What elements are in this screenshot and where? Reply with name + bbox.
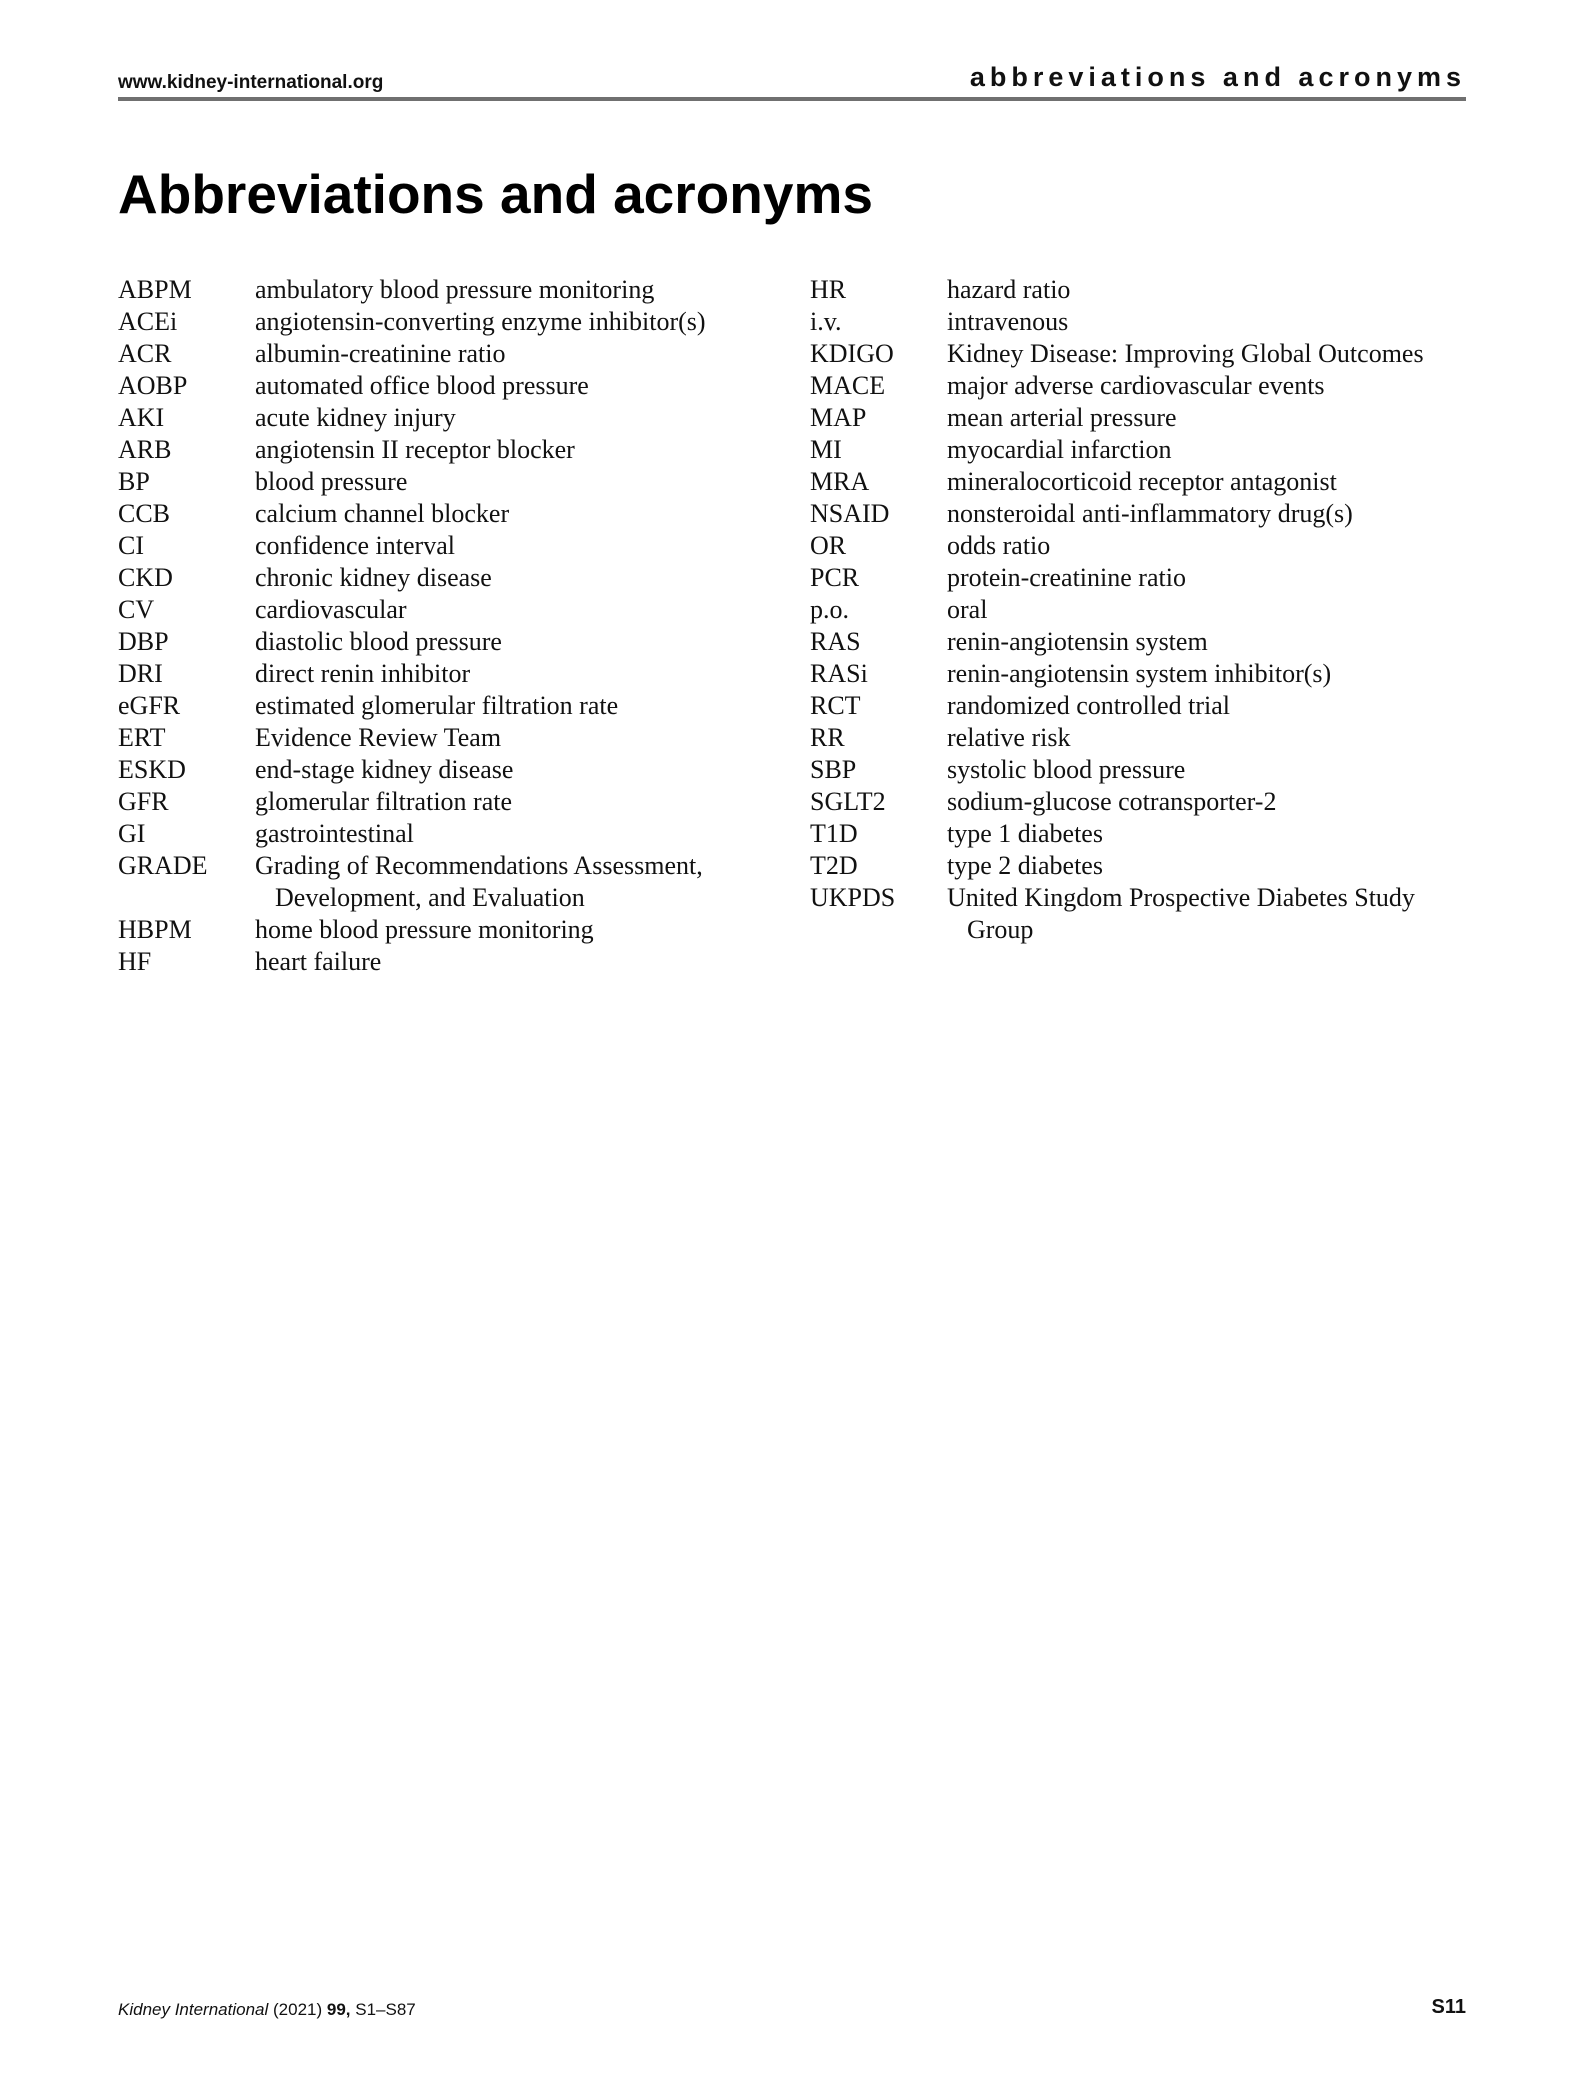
- page-title: Abbreviations and acronyms: [118, 163, 873, 225]
- abbreviation-definition: myocardial infarction: [947, 435, 1172, 464]
- abbreviation-entry: [118, 370, 738, 402]
- abbreviation-term: AKI: [118, 403, 165, 432]
- abbreviation-definition: ambulatory blood pressure monitoring: [255, 275, 655, 304]
- abbreviation-definition: automated office blood pressure: [255, 371, 589, 400]
- abbreviation-definition: systolic blood pressure: [947, 755, 1186, 784]
- abbreviation-entry: [810, 562, 1466, 594]
- abbreviation-definition: blood pressure: [255, 467, 408, 496]
- abbreviation-term: PCR: [810, 563, 860, 592]
- abbreviation-entry: [118, 274, 738, 306]
- journal-url[interactable]: www.kidney-international.org: [118, 72, 384, 93]
- abbreviation-term: ERT: [118, 723, 166, 752]
- abbreviation-definition: relative risk: [947, 723, 1071, 752]
- abbreviation-term: MI: [810, 435, 842, 464]
- abbreviation-list-left: [118, 274, 738, 978]
- abbreviation-term: MAP: [810, 403, 867, 432]
- abbreviation-term: CV: [118, 595, 155, 624]
- abbreviation-entry: [118, 434, 738, 466]
- abbreviation-entry: [118, 402, 738, 434]
- abbreviation-definition: odds ratio: [947, 531, 1051, 560]
- journal-name: Kidney International: [118, 2000, 269, 2019]
- abbreviation-term: KDIGO: [810, 339, 894, 368]
- abbreviation-entry: [118, 306, 738, 338]
- abbreviation-term: HF: [118, 947, 152, 976]
- abbreviation-definition: chronic kidney disease: [255, 563, 492, 592]
- abbreviation-entry: [810, 594, 1466, 626]
- abbreviation-entry: [118, 946, 738, 978]
- abbreviation-definition: type 2 diabetes: [947, 851, 1103, 880]
- abbreviation-entry: [810, 882, 1466, 946]
- abbreviation-definition: glomerular filtration rate: [255, 787, 513, 816]
- abbreviation-definition: angiotensin II receptor blocker: [255, 435, 575, 464]
- abbreviation-term: ABPM: [118, 275, 192, 304]
- abbreviation-entry: [118, 658, 738, 690]
- abbreviation-definition: sodium-glucose cotransporter-2: [947, 787, 1277, 816]
- abbreviation-term: GRADE: [118, 851, 208, 880]
- section-running-title: abbreviations and acronyms: [969, 62, 1466, 92]
- abbreviation-entry: [810, 658, 1466, 690]
- abbreviation-term: eGFR: [118, 691, 181, 720]
- citation: [118, 2000, 416, 2020]
- abbreviation-term: RAS: [810, 627, 861, 656]
- abbreviation-entry: [118, 914, 738, 946]
- abbreviation-entry: [810, 626, 1466, 658]
- abbreviation-entry: [118, 338, 738, 370]
- abbreviation-entry: [118, 498, 738, 530]
- abbreviation-term: i.v.: [810, 307, 842, 336]
- abbreviation-definition: Grading of Recommendations Assessment, Development, and Evaluation: [255, 851, 703, 912]
- abbreviation-definition: heart failure: [255, 947, 382, 976]
- abbreviation-term: MRA: [810, 467, 870, 496]
- abbreviation-term: RASi: [810, 659, 868, 688]
- abbreviation-definition: nonsteroidal anti-inflammatory drug(s): [947, 499, 1353, 528]
- abbreviation-term: ACEi: [118, 307, 178, 336]
- abbreviation-definition: end-stage kidney disease: [255, 755, 514, 784]
- abbreviation-term: HR: [810, 275, 847, 304]
- abbreviation-definition: acute kidney injury: [255, 403, 456, 432]
- abbreviation-entry: [810, 434, 1466, 466]
- abbreviation-term: HBPM: [118, 915, 192, 944]
- abbreviation-entry: [118, 466, 738, 498]
- abbreviation-entry: [810, 370, 1466, 402]
- abbreviation-term: GFR: [118, 787, 169, 816]
- abbreviation-term: GI: [118, 819, 146, 848]
- abbreviation-definition: albumin-creatinine ratio: [255, 339, 506, 368]
- abbreviation-entry: [118, 562, 738, 594]
- abbreviation-entry: [810, 690, 1466, 722]
- abbreviation-term: MACE: [810, 371, 886, 400]
- abbreviation-term: ESKD: [118, 755, 186, 784]
- abbreviation-term: UKPDS: [810, 883, 896, 912]
- abbreviation-definition: United Kingdom Prospective Diabetes Study Group: [947, 883, 1415, 944]
- abbreviation-term: ARB: [118, 435, 172, 464]
- abbreviation-definition: diastolic blood pressure: [255, 627, 502, 656]
- page-footer: [118, 1996, 1466, 2026]
- abbreviation-entry: [118, 786, 738, 818]
- abbreviation-term: OR: [810, 531, 847, 560]
- page-number: S11: [1431, 1996, 1466, 2018]
- abbreviation-entry: [810, 850, 1466, 882]
- abbreviation-entry: [118, 850, 738, 914]
- abbreviation-definition: confidence interval: [255, 531, 455, 560]
- abbreviation-term: p.o.: [810, 595, 849, 624]
- abbreviation-definition: angiotensin-converting enzyme inhibitor(s): [255, 307, 706, 336]
- abbreviation-definition: gastrointestinal: [255, 819, 414, 848]
- abbreviation-entry: [118, 594, 738, 626]
- abbreviation-term: T2D: [810, 851, 858, 880]
- abbreviation-entry: [118, 626, 738, 658]
- abbreviation-term: T1D: [810, 819, 858, 848]
- abbreviation-term: CCB: [118, 499, 171, 528]
- abbreviation-definition: Kidney Disease: Improving Global Outcomes: [947, 339, 1424, 368]
- abbreviation-term: DBP: [118, 627, 169, 656]
- abbreviation-entry: [810, 402, 1466, 434]
- abbreviation-entry: [810, 786, 1466, 818]
- abbreviation-term: CKD: [118, 563, 173, 592]
- abbreviation-definition: mean arterial pressure: [947, 403, 1177, 432]
- abbreviation-entry: [118, 722, 738, 754]
- abbreviation-definition: renin-angiotensin system: [947, 627, 1208, 656]
- abbreviation-entry: [810, 338, 1466, 370]
- abbreviation-term: BP: [118, 467, 150, 496]
- abbreviation-entry: [118, 754, 738, 786]
- abbreviation-definition: randomized controlled trial: [947, 691, 1231, 720]
- abbreviation-entry: [118, 530, 738, 562]
- abbreviation-entry: [810, 754, 1466, 786]
- abbreviation-entry: [810, 306, 1466, 338]
- abbreviation-term: ACR: [118, 339, 172, 368]
- abbreviation-definition: Evidence Review Team: [255, 723, 502, 752]
- abbreviation-definition: oral: [947, 595, 988, 624]
- abbreviation-entry: [810, 498, 1466, 530]
- citation-year: (2021): [273, 2000, 323, 2019]
- abbreviation-definition: calcium channel blocker: [255, 499, 510, 528]
- abbreviation-definition: mineralocorticoid receptor antagonist: [947, 467, 1337, 496]
- abbreviation-entry: [810, 722, 1466, 754]
- header-divider: [118, 97, 1466, 101]
- abbreviation-entry: [810, 818, 1466, 850]
- abbreviation-definition: renin-angiotensin system inhibitor(s): [947, 659, 1332, 688]
- abbreviation-term: NSAID: [810, 499, 890, 528]
- abbreviation-term: SBP: [810, 755, 857, 784]
- abbreviation-definition: direct renin inhibitor: [255, 659, 471, 688]
- abbreviation-definition: hazard ratio: [947, 275, 1071, 304]
- abbreviation-term: DRI: [118, 659, 163, 688]
- abbreviation-list-right: [810, 274, 1466, 946]
- citation-volume: 99,: [326, 2000, 351, 2019]
- abbreviation-term: RR: [810, 723, 845, 752]
- abbreviation-definition: type 1 diabetes: [947, 819, 1103, 848]
- abbreviation-term: AOBP: [118, 371, 188, 400]
- abbreviation-entry: [118, 690, 738, 722]
- abbreviation-term: CI: [118, 531, 144, 560]
- abbreviation-definition: intravenous: [947, 307, 1069, 336]
- abbreviation-term: SGLT2: [810, 787, 886, 816]
- abbreviation-entry: [118, 818, 738, 850]
- citation-pages: S1–S87: [355, 2000, 416, 2019]
- abbreviation-definition: home blood pressure monitoring: [255, 915, 594, 944]
- abbreviation-definition: estimated glomerular filtration rate: [255, 691, 619, 720]
- abbreviation-entry: [810, 274, 1466, 306]
- abbreviation-definition: cardiovascular: [255, 595, 407, 624]
- abbreviation-definition: protein-creatinine ratio: [947, 563, 1186, 592]
- abbreviation-entry: [810, 466, 1466, 498]
- abbreviation-term: RCT: [810, 691, 861, 720]
- abbreviation-entry: [810, 530, 1466, 562]
- running-header: [118, 62, 1466, 102]
- abbreviation-definition: major adverse cardiovascular events: [947, 371, 1325, 400]
